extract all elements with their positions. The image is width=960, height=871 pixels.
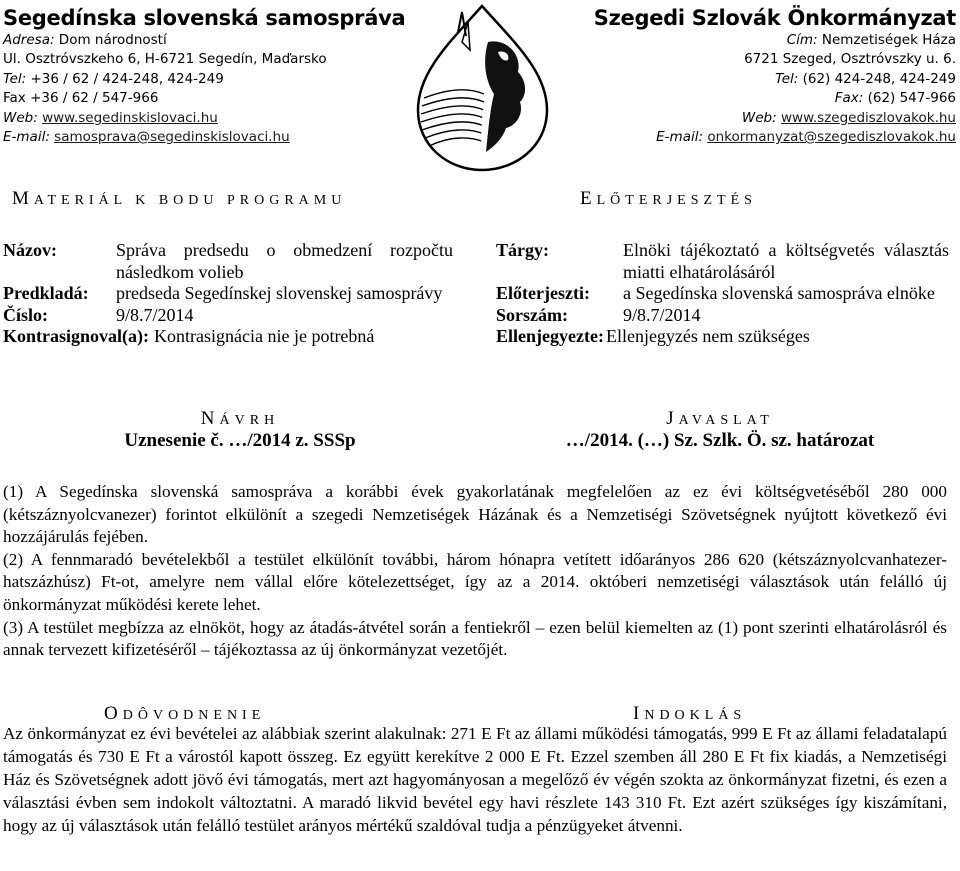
org-title-hu: Szegedi Szlovák Önkormányzat bbox=[593, 6, 956, 30]
odovodnenie-heading: ODÔVODNENIE bbox=[104, 703, 266, 724]
web-label: Web: bbox=[3, 109, 38, 126]
eloterjeszti-row bbox=[496, 283, 949, 305]
tel-label: Tel: bbox=[3, 70, 27, 87]
org-title-sk: Segedínska slovenská samospráva bbox=[3, 6, 406, 30]
tel-value: +36 / 62 / 424-248, 424-249 bbox=[26, 70, 224, 87]
resolution-body bbox=[3, 481, 947, 662]
sorszam-row bbox=[496, 305, 949, 327]
sorszam-value: 9/8.7/2014 bbox=[623, 304, 701, 325]
predklada-row bbox=[3, 283, 453, 305]
email-link[interactable]: samosprava@segedinskislovaci.hu bbox=[54, 129, 290, 146]
predklada-label: Predkladá: bbox=[3, 283, 89, 303]
section-label-hu: ELŐTERJESZTÉS bbox=[580, 188, 757, 209]
cislo-value: 9/8.7/2014 bbox=[116, 304, 194, 325]
targy-value: Elnöki tájékoztató a költségvetés választás miatti elhatárolásáról bbox=[623, 240, 949, 282]
info-left bbox=[3, 240, 453, 348]
tel-line bbox=[3, 70, 423, 89]
eloterjeszti-label: Előterjeszti: bbox=[496, 283, 590, 303]
ellen-row bbox=[496, 326, 949, 348]
web-line-hu bbox=[536, 109, 956, 128]
fax-line-hu bbox=[536, 89, 956, 108]
street-line: Ul. Osztróvszkeho 6, H-6721 Segedín, Maďarsko bbox=[3, 51, 327, 68]
kontra-value: Kontrasignácia nie je potrebná bbox=[154, 326, 375, 346]
uznesenie-label: Uznesenie č. …/2014 z. SSSp bbox=[124, 430, 356, 451]
decision-sk bbox=[90, 408, 390, 452]
targy-row bbox=[496, 240, 949, 283]
web-link[interactable]: www.segedinskislovaci.hu bbox=[42, 109, 218, 126]
tel-value-hu: (62) 424-248, 424-249 bbox=[798, 70, 956, 87]
email-line-hu bbox=[536, 128, 956, 147]
decision-hu bbox=[530, 408, 910, 452]
address-value: Dom národností bbox=[54, 32, 167, 48]
predklada-value: predseda Segedínskej slovenskej samosprávy bbox=[116, 283, 443, 303]
resolution-paragraph-1: (1) A Segedínska slovenská samospráva a korábbi évek gyakorlatának megfelelően az ez évi költségvetéséből 280 000 (kétszáznyolcvanezer) forintot elkülönít a szegedi Nemzetiségek Házának és a Nemzetiségi Szövetségnek nyújtott következő évi hozzájárulás fejében. bbox=[3, 482, 947, 547]
fax-value-hu: (62) 547-966 bbox=[863, 90, 956, 107]
tel-line-hu bbox=[536, 70, 956, 89]
nazov-label: Názov: bbox=[3, 240, 57, 260]
section-label-sk: MATERIÁL K BODU PROGRAMU bbox=[12, 188, 347, 209]
email-label-hu: E-mail: bbox=[656, 129, 704, 146]
email-link-hu[interactable]: onkormanyzat@szegediszlovakok.hu bbox=[707, 129, 956, 146]
email-label: E-mail: bbox=[3, 129, 50, 146]
javaslat-heading: JAVASLAT bbox=[666, 408, 774, 429]
eloterjeszti-value: a Segedínska slovenská samospráva elnöke bbox=[623, 283, 935, 303]
cim-label: Cím: bbox=[786, 32, 818, 48]
coat-of-arms-logo bbox=[410, 2, 555, 172]
kontra-label: Kontrasignoval(a): bbox=[3, 326, 149, 346]
resolution-paragraph-2: (2) A fennmaradó bevételekből a testület elkülönít további, három hónapra vetített időarányos 286 620 (kétszáznyolcvanhatezer-hatszázhúsz) Ft-ot, amelyre nem vállal előre kötelezettséget, így az a 2014. októberi nemzetiségi választások után felálló új önkormányzat működési kerete lehet. bbox=[3, 549, 947, 614]
email-line bbox=[3, 128, 423, 147]
kontra-row bbox=[3, 326, 453, 348]
web-label-hu: Web: bbox=[741, 109, 777, 126]
ellen-value: Ellenjegyzés nem szükséges bbox=[605, 326, 810, 346]
web-link-hu[interactable]: www.szegediszlovakok.hu bbox=[780, 109, 956, 126]
web-line bbox=[3, 109, 423, 128]
sorszam-label: Sorszám: bbox=[496, 304, 568, 325]
tel-label-hu: Tel: bbox=[775, 70, 799, 87]
cislo-row bbox=[3, 305, 453, 327]
address-label: Adresa: bbox=[3, 32, 55, 48]
street-line-hu: 6721 Szeged, Osztróvszky u. 6. bbox=[744, 51, 956, 68]
ellen-label: Ellenjegyezte: bbox=[496, 326, 604, 346]
fax-label-hu: Fax: bbox=[834, 90, 864, 107]
nazov-row bbox=[3, 240, 453, 283]
cim-line bbox=[536, 31, 956, 50]
header-left bbox=[3, 5, 423, 147]
cim-value: Nemzetiségek Háza bbox=[817, 32, 956, 48]
info-right bbox=[496, 240, 949, 348]
reasoning-body: Az önkormányzat ez évi bevételei az alábbiak szerint alakulnak: 271 E Ft az állami működési támogatás, 999 E Ft az állami feladatalapú támogatás és 730 E Ft a várostól kapott összeg. Ez együtt kerekítve 2 000 E Ft. Ezzel szemben áll 280 E Ft fix kiadás, a Nemzetiségi Ház és Szövetségnek adott jövő évi támogatás, mert azt hagyományosan a megelőző év végén szokta az önkormányzat fizetni, és ezen a választási évben sem indokolt változtatni. A maradó likvid bevétel egy havi részlete 143 310 Ft. Ezt azért szükséges így kiszámítani, hogy az új választások után felálló testület arányos mértékű szaldóval tudja a pénzügyeket átvenni. bbox=[3, 724, 947, 835]
indoklas-heading: INDOKLÁS bbox=[633, 703, 747, 724]
address-line bbox=[3, 31, 423, 50]
cislo-label: Číslo: bbox=[3, 304, 48, 325]
fax-line: Fax +36 / 62 / 547-966 bbox=[3, 90, 159, 107]
header-right bbox=[536, 5, 956, 147]
hatarozat-label: …/2014. (…) Sz. Szlk. Ö. sz. határozat bbox=[565, 430, 875, 451]
resolution-paragraph-3: (3) A testület megbízza az elnököt, hogy az átadás-átvétel során a fentiekről – ezen belül kiemelten az (1) pont szerinti elhatárolásról és annak tervezett kifizetéséről – tájékoztassa az új önkormányzat vezetőjét. bbox=[3, 617, 947, 660]
nazov-value: Správa predsedu o obmedzení rozpočtu následkom volieb bbox=[116, 240, 453, 282]
targy-label: Tárgy: bbox=[496, 240, 549, 260]
navrh-heading: NÁVRH bbox=[200, 408, 280, 429]
